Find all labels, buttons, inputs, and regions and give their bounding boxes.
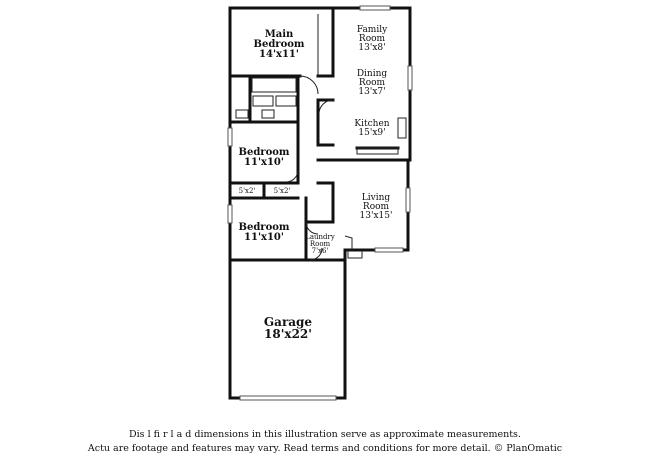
bedroom-2-dims: 11'x10' xyxy=(244,157,284,168)
laundry-room-name-1: Laundry xyxy=(305,233,335,241)
dining-room-name-2: Room xyxy=(358,78,386,88)
bath-fixtures xyxy=(236,78,296,118)
bedroom-3-dims: 11'x10' xyxy=(244,232,284,243)
kitchen-name: Kitchen xyxy=(354,119,390,129)
dining-room-name-1: Dining xyxy=(356,69,388,79)
bedroom-3-name: Bedroom xyxy=(238,222,290,233)
living-room-name-2: Room xyxy=(362,202,390,212)
main-bedroom-name-2: Bedroom xyxy=(253,39,305,50)
garage-dims: 18'x22' xyxy=(264,327,312,341)
family-room-label xyxy=(357,26,387,53)
closet-1-dims: 5'x2' xyxy=(238,187,256,195)
dining-room-label xyxy=(357,70,387,97)
closet-2-dims: 5'x2' xyxy=(273,187,291,195)
disclaimer-line-1: Dis l fi r l a d dimensions in this illustration serve as approximate measurements. xyxy=(129,429,521,440)
laundry-room-label xyxy=(305,234,335,255)
kitchen-label xyxy=(354,120,389,138)
disclaimer-line-2: Actu are footage and features may vary. Read terms and conditions for more detail. © PlanOmatic xyxy=(87,443,563,454)
laundry-room-dims: 7'x6' xyxy=(311,247,329,255)
living-room-dims: 13'x15' xyxy=(359,211,393,221)
bedroom-3-label xyxy=(239,223,290,243)
living-room-name-1: Living xyxy=(361,193,391,203)
dining-room-dims: 13'x7' xyxy=(358,87,386,97)
main-bedroom-dims: 14'x11' xyxy=(259,49,299,60)
family-room-dims: 13'x8' xyxy=(358,43,386,53)
garage-label xyxy=(264,316,312,340)
closet-1-label xyxy=(239,188,256,195)
laundry-room-name-2: Room xyxy=(309,240,331,248)
main-bedroom-name-1: Main xyxy=(264,29,294,40)
disclaimer xyxy=(0,428,650,456)
family-room-name-2: Room xyxy=(358,34,386,44)
garage-name: Garage xyxy=(263,315,313,329)
main-bedroom-label xyxy=(254,30,305,60)
closet-2-label xyxy=(274,188,291,195)
living-room-label xyxy=(360,194,393,221)
family-room-name-1: Family xyxy=(356,25,388,35)
bedroom-2-name: Bedroom xyxy=(238,147,290,158)
bedroom-2-label xyxy=(239,148,290,168)
kitchen-dims: 15'x9' xyxy=(358,128,386,138)
